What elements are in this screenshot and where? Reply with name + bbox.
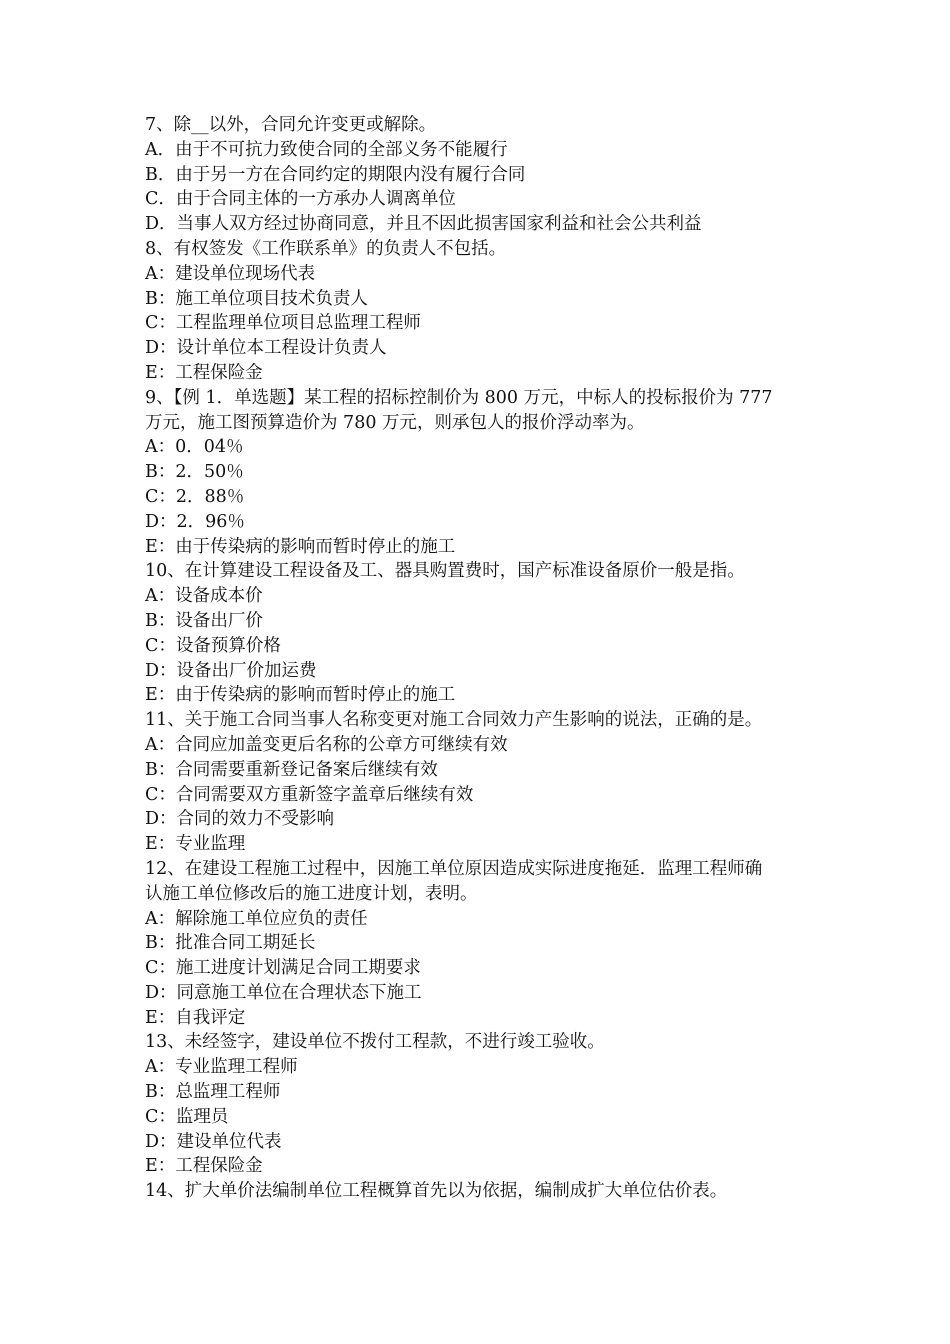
question-7-option-a: A．由于不可抗力致使合同的全部义务不能履行 <box>145 139 508 160</box>
question-13-option-a: A：专业监理工程师 <box>145 1057 298 1078</box>
question-9-option-d: D：2．96％ <box>145 511 245 532</box>
question-8-option-d: D：设计单位本工程设计负责人 <box>145 338 387 359</box>
question-11-stem: 11、关于施工合同当事人名称变更对施工合同效力产生影响的说法，正确的是。 <box>145 710 763 731</box>
question-8-option-e: E：工程保险金 <box>145 362 263 383</box>
question-10-stem: 10、在计算建设工程设备及工、器具购置费时，国产标准设备原价一般是指。 <box>145 561 745 582</box>
question-10-option-c: C：设备预算价格 <box>145 635 281 656</box>
question-8-option-c: C：工程监理单位项目总监理工程师 <box>145 313 421 334</box>
question-9-option-e: E：由于传染病的影响而暂时停止的施工 <box>145 536 456 557</box>
question-12-option-c: C：施工进度计划满足合同工期要求 <box>145 958 421 979</box>
question-7-option-c: C．由于合同主体的一方承办人调离单位 <box>145 189 456 210</box>
question-11-option-a: A：合同应加盖变更后名称的公章方可继续有效 <box>145 734 508 755</box>
question-13-option-b: B：总监理工程师 <box>145 1082 281 1103</box>
question-14-stem: 14、扩大单价法编制单位工程概算首先以为依据，编制成扩大单位估价表。 <box>145 1181 728 1202</box>
question-8-option-a: A：建设单位现场代表 <box>145 263 316 284</box>
question-9-option-a: A：0．04％ <box>145 437 244 458</box>
question-10-option-e: E：由于传染病的影响而暂时停止的施工 <box>145 685 456 706</box>
question-11-option-c: C：合同需要双方重新签字盖章后继续有效 <box>145 784 474 805</box>
question-13-stem: 13、未经签字，建设单位不拨付工程款，不进行竣工验收。 <box>145 1032 605 1053</box>
question-10-option-b: B：设备出厂价 <box>145 610 263 631</box>
question-7-stem: 7、除__以外，合同允许变更或解除。 <box>145 115 437 135</box>
question-8-stem: 8、有权签发《工作联系单》的负责人不包括。 <box>145 238 507 259</box>
question-text-block <box>145 113 815 1204</box>
question-7-option-d: D．当事人双方经过协商同意，并且不因此损害国家利益和社会公共利益 <box>145 214 702 235</box>
question-7-option-b: B．由于另一方在合同约定的期限内没有履行合同 <box>145 164 526 185</box>
question-12-stem-line-2: 认施工单位修改后的施工进度计划，表明。 <box>145 883 478 904</box>
question-8-option-b: B：施工单位项目技术负责人 <box>145 288 368 309</box>
question-11-option-b: B：合同需要重新登记备案后继续有效 <box>145 759 438 780</box>
question-13-option-e: E：工程保险金 <box>145 1156 263 1177</box>
question-12-option-e: E：自我评定 <box>145 1007 246 1028</box>
question-13-option-d: D：建设单位代表 <box>145 1131 282 1152</box>
question-12-option-a: A：解除施工单位应负的责任 <box>145 908 368 929</box>
question-10-option-d: D：设备出厂价加运费 <box>145 660 317 681</box>
question-9-option-b: B：2．50％ <box>145 462 244 483</box>
question-9-stem-line-2: 万元，施工图预算造价为 780 万元，则承包人的报价浮动率为。 <box>145 412 645 433</box>
question-11-option-d: D：合同的效力不受影响 <box>145 809 335 830</box>
question-13-option-c: C：监理员 <box>145 1106 229 1127</box>
question-9-option-c: C：2．88％ <box>145 486 245 507</box>
question-12-option-b: B：批准合同工期延长 <box>145 933 316 954</box>
question-11-option-e: E：专业监理 <box>145 834 246 855</box>
question-12-option-d: D：同意施工单位在合理状态下施工 <box>145 982 422 1003</box>
question-12-stem-line-1: 12、在建设工程施工过程中，因施工单位原因造成实际进度拖延．监理工程师确 <box>145 858 763 879</box>
question-10-option-a: A：设备成本价 <box>145 586 263 607</box>
question-9-stem-line-1: 9、【例 1．单选题】某工程的招标控制价为 800 万元，中标人的投标报价为 777 <box>145 387 773 408</box>
